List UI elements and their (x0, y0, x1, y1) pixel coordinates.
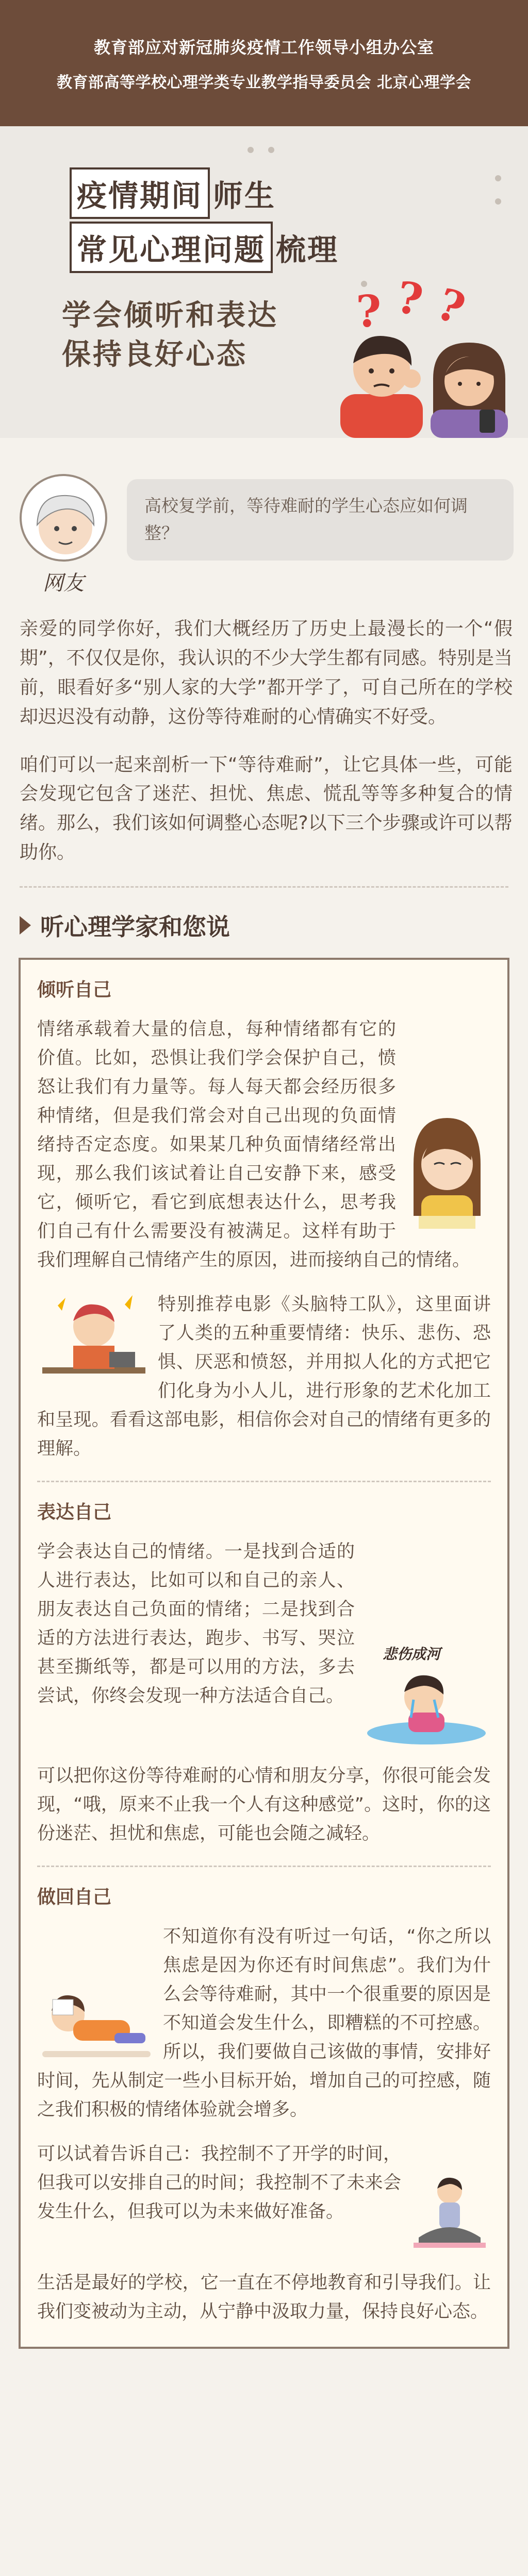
step-1-title: 倾听自己 (37, 979, 112, 1001)
hero-title-line-1 (70, 167, 276, 219)
hero-title-rest-2: 梳理 (276, 232, 339, 267)
asker-label: 网友 (43, 571, 84, 595)
header-banner (0, 0, 528, 126)
step-2-paragraph-1 (37, 1537, 491, 1710)
question-mark-icon: ? (430, 278, 472, 335)
girl-listening-illustration (403, 1113, 491, 1231)
step-1-paragraph-2 (37, 1290, 491, 1463)
decor-dot (268, 147, 274, 153)
hero-title-line-2 (70, 222, 339, 273)
divider (20, 886, 508, 888)
triangle-bullet-icon (20, 916, 31, 935)
avatar (20, 474, 107, 562)
divider (37, 1481, 491, 1482)
step-2-title: 表达自己 (37, 1502, 112, 1523)
section-heading (20, 908, 508, 942)
advice-card (19, 958, 509, 2349)
confused-boy-illustration (330, 322, 433, 438)
step-2-paragraph-2: 可以把你这份等待难耐的心情和朋友分享，你很可能会发现，“哦，原来不止我一个人有这种感觉”。这时，你的这份迷茫、担忧和焦虑，可能也会随之减轻。 (37, 1766, 491, 1844)
stressed-man-illustration (37, 1290, 151, 1393)
asker (14, 474, 112, 596)
crying-illustration-caption: 悲伤成河 (383, 1646, 441, 1663)
decor-dot (248, 147, 254, 153)
step-1-paragraph-1-text: 情绪承载着大量的信息，每种情绪都有它的价值。比如，恐惧让我们学会保护自己，愤怒让我们有力量等。每人每天都会经历很多种情绪，但是我们常会对自己出现的负面情绪持否定态度。如果某几种负面情绪经常出现，那么我们该试着让自己安静下来，感受它，倾听它，看它到底想表达什么，思考我们自己有什么需要没有被满足。这样有助于我们理解自己情绪产生的原因，进而接纳自己的情绪。 (37, 1019, 471, 1270)
crying-illustration (362, 1643, 491, 1746)
intro-paragraph-2: 咱们可以一起来剖析一下“等待难耐”，让它具体一些，可能会发现它包含了迷茫、担忧、焦虑、慌乱等等多种复合的情绪。那么，我们该如何调整心态呢?以下三个步骤或许可以帮助你。 (20, 754, 513, 863)
divider (37, 1866, 491, 1867)
intro-paragraph-1: 亲爱的同学你好，我们大概经历了历史上最漫长的一个“假期”，不仅仅是你，我认识的不少大学生都有同感。特别是当前，眼看好多“别人家的大学”都开学了，可自己所在的学校却迟迟没有动静，这份等待难耐的心情确实不好受。 (20, 618, 513, 727)
decor-dot (495, 175, 501, 181)
step-2-paragraph-1-text: 学会表达自己的情绪。一是找到合适的人进行表达，比如可以和自己的亲人、朋友表达自己负面的情绪；二是找到合适的方法进行表达，跑步、书写、哭泣甚至撕纸等，都是可以用的方法，多去尝试，你终会发现一种方法适合自己。 (37, 1541, 355, 1706)
meditating-girl-illustration (408, 2171, 491, 2253)
crying-figure-icon (362, 1661, 491, 1746)
step-3-paragraph-3: 生活是最好的学校，它一直在不停地教育和引导我们。让我们变被动为主动，从宁静中汲取力量，保持良好心态。 (37, 2273, 491, 2322)
hero-title-box-2: 常见心理问题 (70, 222, 273, 273)
org-line-1: 教育部应对新冠肺炎疫情工作领导小组办公室 (93, 37, 434, 57)
hero-title-box-1: 疫情期间 (70, 167, 210, 219)
hero-subtitle (62, 296, 278, 374)
step-1-paragraph-2-text: 特别推荐电影《头脑特工队》，这里面讲了人类的五种重要情绪：快乐、悲伤、恐惧、厌恶和愤怒，并用拟人化的方式把它们化身为小人儿，进行形象的艺术化加工和呈现。看看这部电影，相信你会对自己的情绪有更多的理解。 (37, 1294, 491, 1459)
org-line-2: 教育部高等学校心理学类专业教学指导委员会 北京心理学会 (57, 73, 471, 92)
girl-with-phone-illustration (423, 332, 516, 438)
step-3-paragraph-2-text: 可以试着告诉自己：我控制不了开学的时间，但我可以安排自己的时间；我控制不了未来会发生什么，但我可以为未来做好准备。 (37, 2144, 401, 2222)
netizen-avatar-icon (22, 476, 107, 562)
question-bubble: 高校复学前，等待难耐的学生心态应如何调整？ (127, 479, 514, 561)
hero-subtitle-line-2: 保持良好心态 (62, 337, 248, 371)
hero-section (0, 126, 528, 438)
step-3-title: 做回自己 (37, 1887, 112, 1908)
question-mark-icon: ? (356, 286, 382, 337)
step-3-paragraph-1 (37, 1922, 491, 2124)
question-block (14, 474, 514, 596)
decor-dot (495, 198, 501, 205)
step-3-paragraph-2 (37, 2140, 491, 2226)
question-mark-icon: ? (392, 271, 427, 326)
section-title: 听心理学家和您说 (40, 913, 230, 941)
hero-subtitle-line-1: 学会倾听和表达 (62, 299, 278, 332)
step-1-paragraph-1 (37, 1015, 491, 1275)
step-3-paragraph-1-text: 不知道你有没有听过一句话，“你之所以焦虑是因为你还有时间焦虑”。我们为什么会等待难耐，其中一个很重要的原因是不知道会发生什么，即糟糕的不可控感。所以，我们要做自己该做的事情，安排好时间，先从制定一些小目标开始，增加自己的可控感，随之我们积极的情绪体验就会增多。 (37, 1926, 491, 2120)
girl-reading-illustration (37, 1979, 156, 2066)
hero-title-rest-1: 师生 (213, 178, 276, 213)
